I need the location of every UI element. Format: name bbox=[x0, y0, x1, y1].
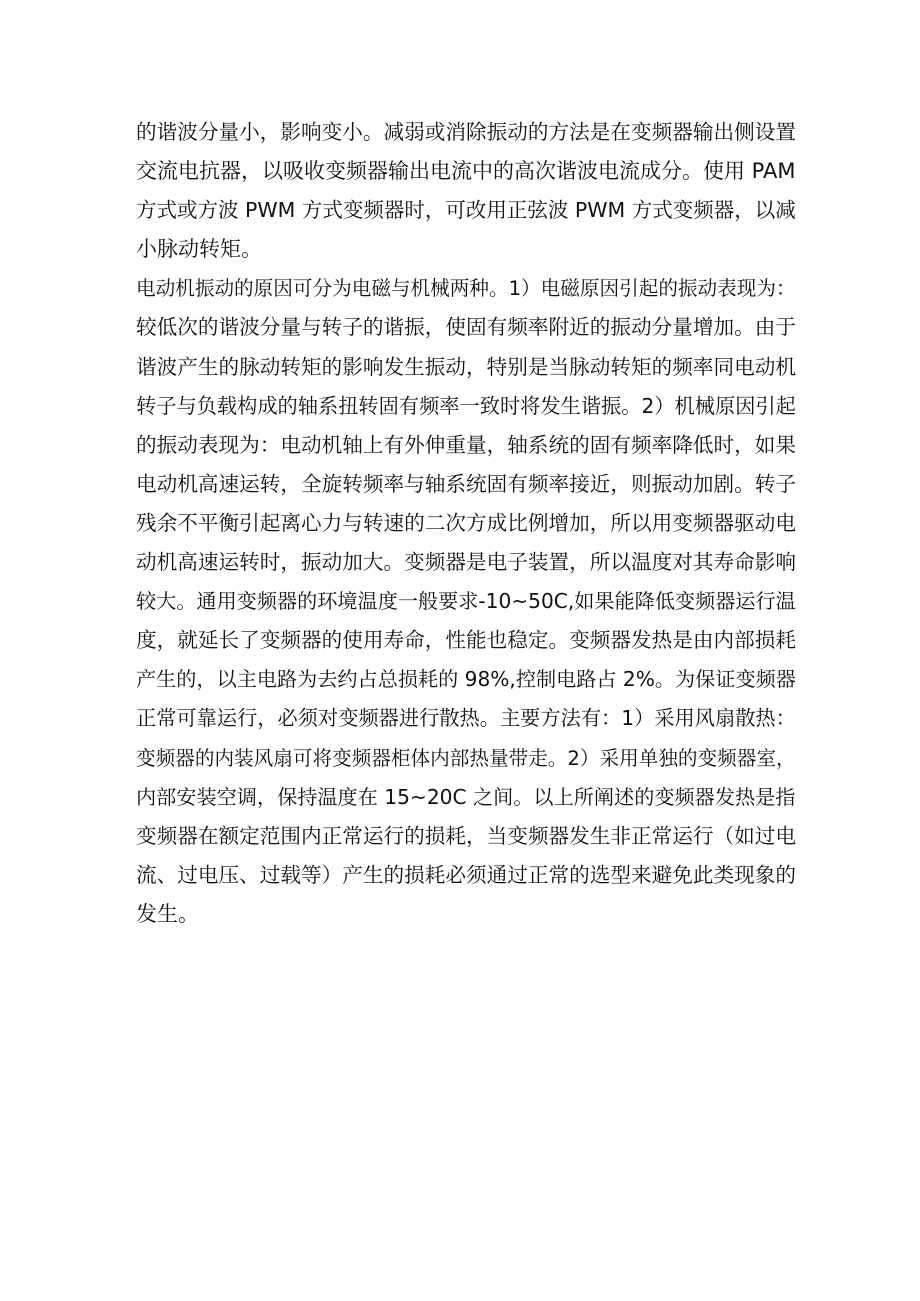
text-line-20: 流、过电压、过载等）产生的损耗必须通过正常的选型来避免此类现象的 bbox=[136, 862, 797, 887]
text-line-1: 的谐波分量小，影响变小。减弱或消除振动的方法是在变频器输出侧设置 bbox=[136, 120, 797, 144]
text-line-2: 交流电抗器，以吸收变频器输出电流中的高次谐波电流成分。使用 PAM bbox=[136, 159, 796, 184]
text-line-10: 电动机高速运转，全旋转频率与轴系统固有频率接近，则振动加剧。转子 bbox=[136, 471, 797, 496]
text-line-5: 电动机振动的原因可分为电磁与机械两种。1）电磁原因引起的振动表现为： bbox=[136, 277, 796, 301]
text-line-21: 发生。 bbox=[136, 901, 199, 926]
text-line-18: 内部安装空调，保持温度在 15~20C 之间。以上所阐述的变频器发热是指 bbox=[136, 784, 796, 809]
text-line-12: 动机高速运转时，振动加大。变频器是电子装置，所以温度对其寿命影响 bbox=[136, 550, 797, 575]
text-line-11: 残余不平衡引起离心力与转速的二次方成比例增加，所以用变频器驱动电 bbox=[136, 510, 797, 535]
text-line-13: 较大。通用变频器的环境温度一般要求-10~50C,如果能降低变频器运行温 bbox=[136, 589, 796, 614]
text-line-15: 产生的，以主电路为去约占总损耗的 98%,控制电路占 2%。为保证变频器 bbox=[136, 667, 796, 692]
text-line-6: 较低次的谐波分量与转子的谐振，使固有频率附近的振动分量增加。由于 bbox=[136, 315, 797, 340]
text-line-8: 转子与负载构成的轴系扭转固有频率一致时将发生谐振。2）机械原因引起 bbox=[136, 393, 796, 418]
text-line-14: 度，就延长了变频器的使用寿命，性能也稳定。变频器发热是由内部损耗 bbox=[136, 628, 797, 653]
text-line-16: 正常可靠运行，必须对变频器进行散热。主要方法有：1）采用风扇散热： bbox=[136, 706, 796, 731]
text-line-4: 小脉动转矩。 bbox=[136, 237, 262, 262]
text-line-19: 变频器在额定范围内正常运行的损耗，当变频器发生非正常运行（如过电 bbox=[136, 823, 797, 848]
body-text bbox=[136, 113, 796, 934]
text-line-7: 谐波产生的脉动转矩的影响发生振动，特别是当脉动转矩的频率同电动机 bbox=[136, 354, 797, 379]
text-line-3: 方式或方波 PWM 方式变频器时，可改用正弦波 PWM 方式变频器，以减 bbox=[136, 198, 796, 223]
text-line-17: 变频器的内装风扇可将变频器柜体内部热量带走。2）采用单独的变频器室， bbox=[136, 746, 796, 770]
text-line-9: 的振动表现为：电动机轴上有外伸重量，轴系统的固有频率降低时，如果 bbox=[136, 432, 797, 457]
